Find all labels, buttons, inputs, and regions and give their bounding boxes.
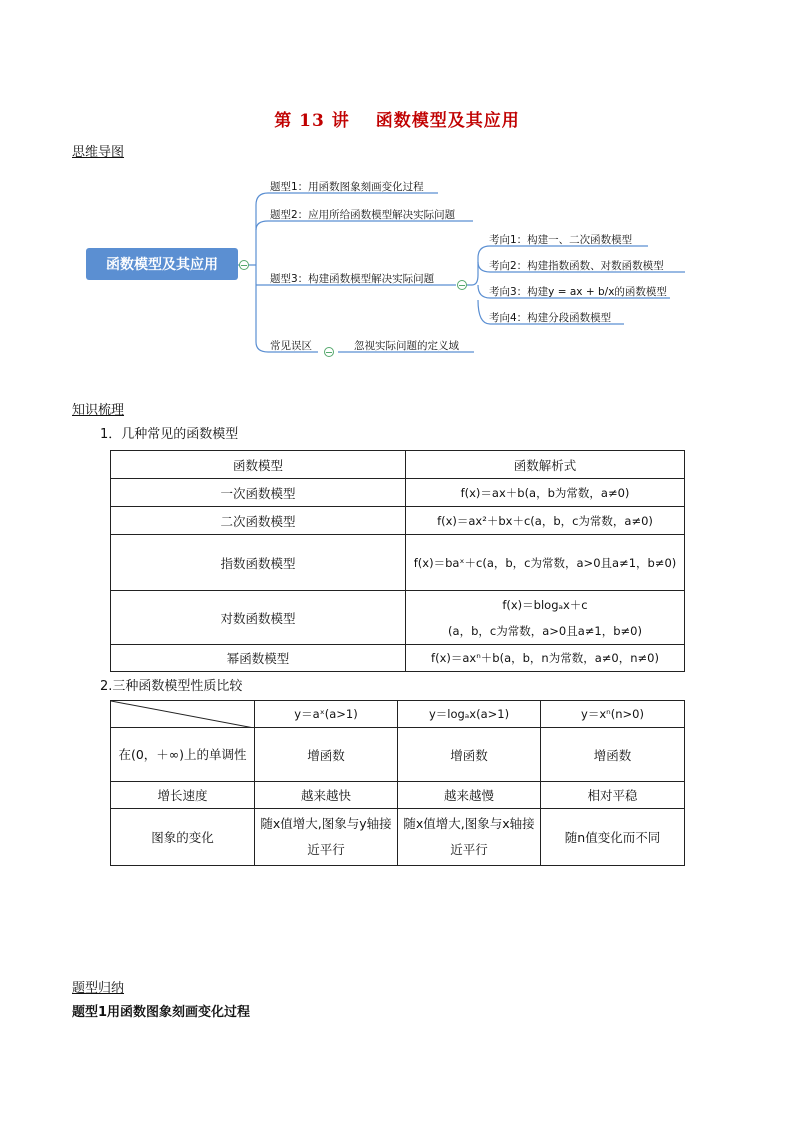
mindmap-sub-1[interactable]: 考向1：构建一、二次函数模型 bbox=[489, 234, 633, 246]
table-header-cell: y＝aˣ(a>1) bbox=[255, 701, 398, 728]
table-row bbox=[111, 782, 685, 809]
table1-heading: 1．几种常见的函数模型 bbox=[100, 427, 239, 442]
table-row bbox=[111, 591, 685, 645]
section-mindmap: 思维导图 bbox=[72, 145, 125, 160]
mindmap-sub-2[interactable]: 考向2：构建指数函数、对数函数模型 bbox=[489, 260, 664, 272]
table-cell: f(x)＝ax＋b(a，b为常数，a≠0) bbox=[406, 479, 685, 507]
mindmap-sub-3[interactable]: 考向3：构建y = ax + b/x的函数模型 bbox=[489, 286, 667, 298]
table-cell: f(x)＝axⁿ＋b(a，b，n为常数，a≠0，n≠0) bbox=[406, 645, 685, 672]
table-cell: 增函数 bbox=[398, 728, 541, 782]
function-models-table bbox=[110, 450, 685, 672]
table-cell: 相对平稳 bbox=[541, 782, 685, 809]
table-cell: 增长速度 bbox=[111, 782, 255, 809]
section-knowledge: 知识梳理 bbox=[72, 403, 125, 418]
table-cell: 增函数 bbox=[541, 728, 685, 782]
table-cell: 随n值变化而不同 bbox=[541, 809, 685, 866]
collapse-toggle-icon[interactable] bbox=[324, 347, 334, 357]
table-cell: 对数函数模型 bbox=[111, 591, 406, 645]
table-row bbox=[111, 479, 685, 507]
table-header-cell: y＝logₐx(a>1) bbox=[398, 701, 541, 728]
table-cell: 一次函数模型 bbox=[111, 479, 406, 507]
table-cell: 越来越快 bbox=[255, 782, 398, 809]
table-cell: f(x)＝ax²＋bx＋c(a，b，c为常数，a≠0) bbox=[406, 507, 685, 535]
table-header-row bbox=[111, 451, 685, 479]
mindmap-root[interactable]: 函数模型及其应用 bbox=[86, 248, 238, 280]
table-cell: f(x)＝baˣ＋c(a，b，c为常数，a>0且a≠1，b≠0) bbox=[406, 535, 685, 591]
table-row bbox=[111, 728, 685, 782]
table-cell: 越来越慢 bbox=[398, 782, 541, 809]
table-cell: 随x值增大,图象与y轴接近平行 bbox=[255, 809, 398, 866]
collapse-toggle-icon[interactable] bbox=[457, 280, 467, 290]
table-cell: 增函数 bbox=[255, 728, 398, 782]
mindmap-sub-4[interactable]: 考向4：构建分段函数模型 bbox=[489, 312, 612, 324]
table-header-cell: 函数解析式 bbox=[406, 451, 685, 479]
table-cell: 指数函数模型 bbox=[111, 535, 406, 591]
table-row bbox=[111, 535, 685, 591]
table-cell: 二次函数模型 bbox=[111, 507, 406, 535]
table-header-cell: y＝xⁿ(n>0) bbox=[541, 701, 685, 728]
diagonal-header-cell bbox=[111, 701, 255, 728]
lecture-name: 函数模型及其应用 bbox=[375, 111, 520, 131]
table2-heading: 2.三种函数模型性质比较 bbox=[100, 679, 243, 694]
table-cell: 图象的变化 bbox=[111, 809, 255, 866]
lecture-number: 第 13 讲 bbox=[274, 111, 350, 131]
table-header-cell: 函数模型 bbox=[111, 451, 406, 479]
table-header-row bbox=[111, 701, 685, 728]
collapse-toggle-icon[interactable] bbox=[239, 260, 249, 270]
diagonal-line bbox=[111, 701, 254, 728]
table-row bbox=[111, 507, 685, 535]
mindmap-branch-1[interactable]: 题型1：用函数图象刻画变化过程 bbox=[270, 181, 424, 193]
table-row bbox=[111, 809, 685, 866]
mindmap-pitfall[interactable]: 忽视实际问题的定义域 bbox=[354, 340, 459, 352]
table-cell bbox=[406, 591, 685, 645]
table-cell: 幂函数模型 bbox=[111, 645, 406, 672]
formula-line: f(x)＝blogₐx＋c bbox=[502, 597, 588, 612]
comparison-table bbox=[110, 700, 685, 866]
mindmap-branch-4[interactable]: 常见误区 bbox=[270, 340, 312, 352]
table-cell: 在(0，＋∞)上的单调性 bbox=[111, 728, 255, 782]
question-type-1-heading: 题型1用函数图象刻画变化过程 bbox=[72, 1005, 251, 1020]
section-question-types: 题型归纳 bbox=[72, 981, 125, 996]
mindmap-branch-3[interactable]: 题型3：构建函数模型解决实际问题 bbox=[270, 273, 435, 285]
mindmap-branch-2[interactable]: 题型2：应用所给函数模型解决实际问题 bbox=[270, 209, 456, 221]
table-row bbox=[111, 645, 685, 672]
table-cell: 随x值增大,图象与x轴接近平行 bbox=[398, 809, 541, 866]
formula-line: (a，b，c为常数，a>0且a≠1，b≠0) bbox=[448, 623, 642, 638]
